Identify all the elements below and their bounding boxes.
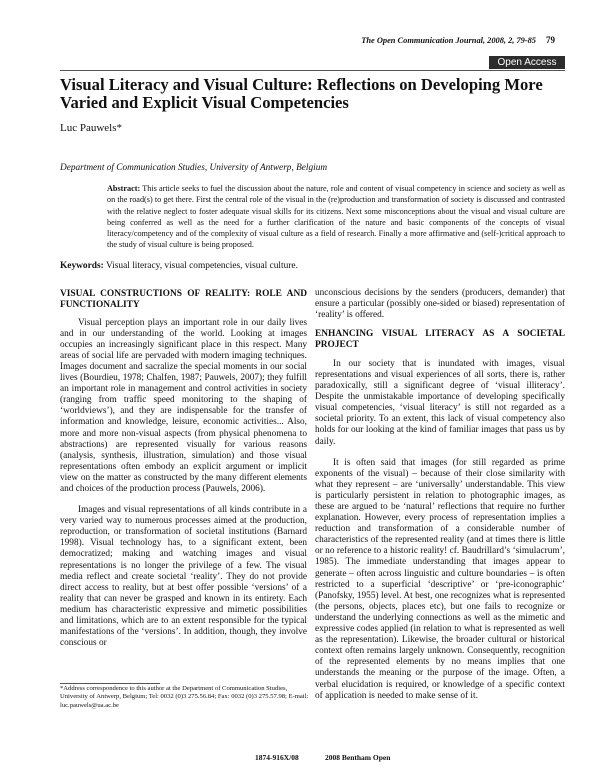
page-number: 79: [546, 35, 555, 45]
publisher: 2008 Bentham Open: [325, 753, 391, 762]
abstract-label: Abstract:: [107, 184, 141, 193]
keywords: [60, 261, 298, 271]
author-name: Luc Pauwels*: [60, 122, 123, 134]
abstract-text: This article seeks to fuel the discussion about the nature, role and content of visual competency in science and society as well as on the road(s) to get there. First the central role of the visual in the (re)production and transformation of society is discussed and contrasted with the relative neglect to foster adequate visual skills for its citizens. Next some misconceptions about the visual and visual culture are being conferred as well as the need for a further clarification of the nature and basic components of the concepts of visual literacy/competency and of the complexity of visual culture as a field of research. Finally a more affirmative and (self-)critical approach to the study of visual culture is being proposed.: [107, 184, 565, 250]
open-access-badge: Open Access: [489, 56, 565, 69]
article-title: Visual Literacy and Visual Culture: Reflections on Developing More Varied and Explicit Visual Competencies: [60, 75, 543, 112]
section-heading-1: VISUAL CONSTRUCTIONS OF REALITY: ROLE AND FUNCTIONALITY: [60, 289, 307, 310]
issn: 1874-916X/08: [255, 753, 299, 762]
affiliation: Department of Communication Studies, University of Antwerp, Belgium: [60, 163, 328, 173]
paragraph-2: Images and visual representations of all kinds contribute in a very varied way to numerous processes aimed at the production, reproduction, or transformation of societal institutions (Barnard 1998). Visual technology has, to a significant extent, been democratized; making and watching images and visual representations is no longer the privilege of a few. The visual media reflect and create societal ‘reality’. They do not provide direct access to reality, but at best offer possible ‘versions’ of a reality that can never be grasped and known in its entirety. Each medium has characteristic expressive and mimetic possibilities and limitations, which are to an extent responsible for the typical manifestations of the ‘versions’. In addition, though, they involve conscious or: [60, 505, 307, 649]
header-rule: [60, 70, 565, 71]
right-column: [315, 288, 565, 702]
keywords-label: Keywords:: [60, 261, 104, 271]
footnote-rule: [60, 683, 160, 684]
left-column: [60, 289, 307, 649]
section-heading-2: ENHANCING VISUAL LITERACY AS A SOCIETAL PROJECT: [315, 329, 565, 351]
keywords-text: Visual literacy, visual competencies, visual culture.: [105, 261, 298, 271]
journal-header: The Open Communication Journal, 2008, 2, 79-85: [361, 36, 536, 45]
paragraph-4: In our society that is inundated with images, visual representations and visual experiences of all sorts, there is, rather paradoxically, still a significant degree of ‘visual illiteracy’. Despite the unmistakable importance of developing specifically visual competencies, ‘visual literacy’ is still not regarded as a societal priority. To an extent, this lack of visual competency also holds for our looking at the kind of familiar images that pass us by daily.: [315, 358, 565, 447]
paragraph-1: Visual perception plays an important role in our daily lives and in our understanding of the world. Looking at images occupies an increasingly significant place in this respect. Many areas of social life are pervaded with modern imaging techniques. Images document and sacralize the special moments in our social lives (Bourdieu, 1978; Chalfen, 1987; Pauwels, 2007); they fulfill an important role in management and control activities in society (ranging from traffic speed monitoring to the shaping of ‘worldviews’), and they are indispensable for the transfer of information and knowledge, leisure, economic activities... Also, more and more non-visual aspects (from physical phenomena to abstractions) are represented visually for various reasons (analysis, synthesis, illustration, simulation) and those visual representations often embody an explicit argument or implicit view on the matter as constructed by the many different elements and choices of the production process (Pauwels, 2006).: [60, 317, 307, 494]
footnote: *Address correspondence to this author at the Department of Communication Studies, University of Antwerp, Belgium; Tel: 0032 (0)3 275.56.84; Fax: 0032 (0)3 275.57.98; E-mail: luc.pauwels@ua.ac.be: [60, 685, 309, 709]
paragraph-5: It is often said that images (for still regarded as prime exponents of the visual) – because of their close similarity with what they represent – are ‘universally’ understandable. This view is particularly persistent in relation to photographic images, as these are argued to be ‘natural’ reflections that require no further explanation. However, every process of representation implies a reduction and transformation of a considerable number of characteristics of the represented reality (and at times there is little or no reference to a historic reality! cf. Baudrillard’s ‘simulacrum’, 1985). The immediate understanding that images appear to generate – often across linguistic and culture boundaries – is often restricted to a superficial ‘descriptive’ or ‘pre-iconographic’ (Panofsky, 1955) level. At best, one recognizes what is represented (the persons, objects, places etc), but one fails to recognize or understand the underlying connections as well as the mimetic and expressive codes applied (in relation to what is represented as well as the representation). Likewise, the broader cultural or historical context often remains largely unknown. Consequently, recognition of the represented elements by no means implies that one understands the meaning or the purpose of the image. Often, a verbal elucidation is required, or knowledge of a specific context of application is needed to make sense of it.: [315, 457, 565, 701]
paragraph-3: unconscious decisions by the senders (producers, demander) that ensure a particular (possibly one-sided or biased) representation of ‘reality’ is offered.: [315, 288, 565, 321]
abstract: [107, 183, 565, 251]
